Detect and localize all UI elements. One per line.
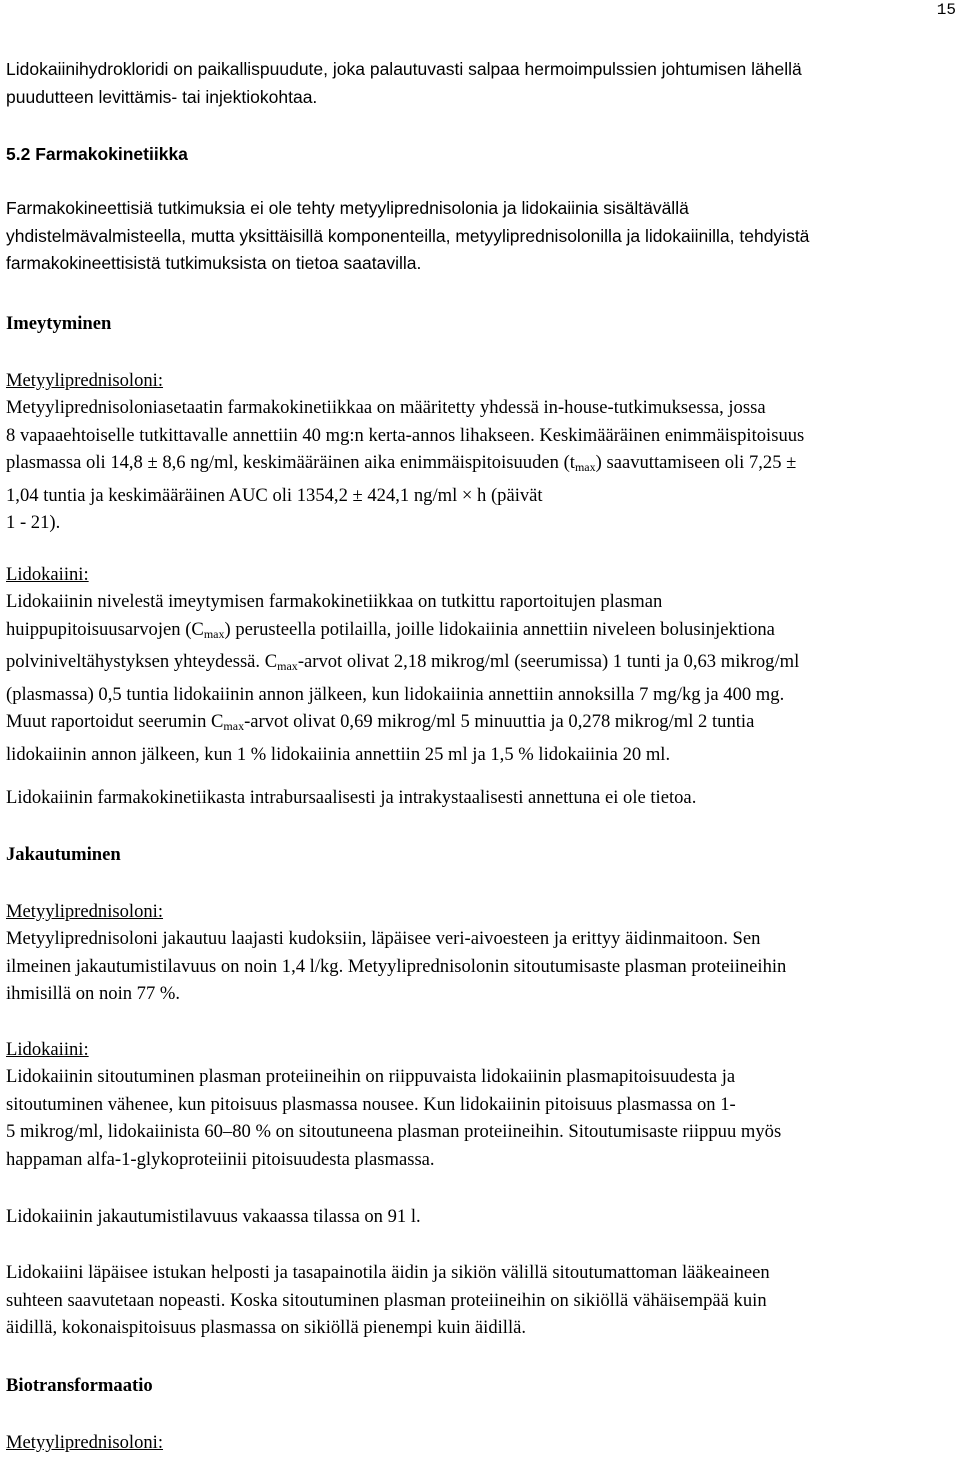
subscript: max xyxy=(277,659,298,673)
text-line: 8 vapaaehtoiselle tutkittavalle annettiin 40 mg:n kerta-annos lihakseen. Keskimääräinen enimmäispitoisuus xyxy=(6,424,805,446)
distribution-volume: Lidokaiinin jakautumistilavuus vakaassa tilassa on 91 l. xyxy=(6,1206,421,1227)
text-line: äidillä, kokonaispitoisuus plasmassa on sikiöllä pienempi kuin äidillä. xyxy=(6,1317,527,1338)
text-line: Muut raportoidut seerumin $C_{max}$-arvot olivat 0,69 mikrog/ml 5 minuuttia ja 0,278 mikrog/ml 2 tuntia xyxy=(6,711,755,733)
section-heading: 5.2 Farmakokinetiikka xyxy=(6,144,188,164)
text-line: plasmassa oli 14,8 ± 8,6 ng/ml, keskimääräinen aika enimmäispitoisuuden $(t_{max})$ saavuttamiseen oli 7,25 ± xyxy=(6,452,797,474)
absorption-mp-label: Metyyliprednisoloni: xyxy=(6,370,164,391)
distribution-placenta-paragraph xyxy=(6,1259,770,1342)
distribution-mp-paragraph xyxy=(6,925,786,1008)
text-line: 1,04 tuntia ja keskimääräinen AUC oli 1354,2 ± 424,1 ng/ml × h (päivät xyxy=(6,484,543,506)
text-line: puudutteen levittämis- tai injektiokohtaa. xyxy=(6,86,318,107)
text-line: polviniveltähystyksen yhteydessä. $C_{max}$-arvot olivat 2,18 mikrog/ml (seerumissa) 1 tunti ja 0,63 mikrog/ml xyxy=(6,651,800,673)
distribution-lido-label: Lidokaiini: xyxy=(6,1039,89,1060)
text-line: (plasmassa) 0,5 tuntia lidokaiinin annon jälkeen, kun lidokaiinia annettiin annoksilla 7 mg/kg ja 400 mg. xyxy=(6,683,785,705)
absorption-lido-label: Lidokaiini: xyxy=(6,564,89,585)
text-line: lidokaiinin annon jälkeen, kun 1 % lidokaiinia annettiin 25 ml ja 1,5 % lidokaiinia 20 ml. xyxy=(6,743,671,765)
text-line: 1 - 21). xyxy=(6,512,61,533)
section-intro-paragraph xyxy=(6,195,809,278)
biotransformation-mp-label: Metyyliprednisoloni: xyxy=(6,1432,164,1453)
text-line: Metyyliprednisoloni jakautuu laajasti kudoksiin, läpäisee veri-aivoesteen ja erittyy äidinmaitoon. Sen xyxy=(6,928,761,949)
absorption-heading: Imeytyminen xyxy=(6,313,112,334)
absorption-mp-paragraph xyxy=(6,394,804,537)
text-line: 5 mikrog/ml, lidokaiinista 60–80 % on sitoutuneena plasman proteiineihin. Sitoutumisaste riippuu myös xyxy=(6,1121,782,1142)
distribution-heading: Jakautuminen xyxy=(6,844,121,865)
intro-paragraph xyxy=(6,56,802,111)
text-line: suhteen saavutetaan nopeasti. Koska sitoutuminen plasman proteiineihin on sikiöllä vähäisempää kuin xyxy=(6,1289,767,1311)
distribution-mp-label: Metyyliprednisoloni: xyxy=(6,901,164,922)
text-line: happaman alfa-1-glykoproteiinii pitoisuudesta plasmassa. xyxy=(6,1148,435,1170)
absorption-lido-paragraph xyxy=(6,588,799,768)
text-line: yhdistelmävalmisteella, mutta yksittäisillä komponenteilla, metyyliprednisolonilla ja lidokaiinilla, tehdyistä xyxy=(6,225,810,246)
text-line: Lidokaiini läpäisee istukan helposti ja tasapainotila äidin ja sikiön välillä sitoutumattoman lääkeaineen xyxy=(6,1262,770,1283)
text-line: huippupitoisuusarvojen $(C_{max})$ perusteella potilailla, joille lidokaiinia annettiin niveleen bolusinjektiona xyxy=(6,618,775,641)
text-line: Lidokaiinihydrokloridi on paikallispuudute, joka palautuvasti salpaa hermoimpulssien johtumisen lähellä xyxy=(6,59,802,79)
subscript: max xyxy=(223,719,245,733)
text-line: ilmeinen jakautumistilavuus on noin 1,4 l/kg. Metyyliprednisolonin sitoutumisaste plasman proteiineihin xyxy=(6,955,787,977)
text-line: sitoutuminen vähenee, kun pitoisuus plasmassa nousee. Kun lidokaiinin pitoisuus plasmassa on 1- xyxy=(6,1093,736,1115)
distribution-lido-paragraph xyxy=(6,1063,781,1173)
absorption-note: Lidokaiinin farmakokinetiikasta intrabursaalisesti ja intrakystaalisesti annettuna ei ole tietoa. xyxy=(6,787,697,808)
subscript: max xyxy=(574,460,596,474)
text-line: Metyyliprednisoloniasetaatin farmakokinetiikkaa on määritetty yhdessä in-house-tutkimuksessa, jossa xyxy=(6,397,766,418)
biotransformation-heading: Biotransformaatio xyxy=(6,1375,153,1396)
text-line: farmakokineettisistä tutkimuksista on tietoa saatavilla. xyxy=(6,253,422,273)
text-line: Farmakokineettisiä tutkimuksia ei ole tehty metyyliprednisolonia ja lidokaiinia sisältävällä xyxy=(6,198,689,218)
subscript: max xyxy=(203,626,225,641)
page-number: 15 xyxy=(936,1,956,19)
text-line: ihmisillä on noin 77 %. xyxy=(6,983,181,1004)
text-line: Lidokaiinin sitoutuminen plasman proteiineihin on riippuvaista lidokaiinin plasmapitoisuudesta ja xyxy=(6,1066,736,1087)
text-line: Lidokaiinin nivelestä imeytymisen farmakokinetiikkaa on tutkittu raportoitujen plasman xyxy=(6,591,663,612)
